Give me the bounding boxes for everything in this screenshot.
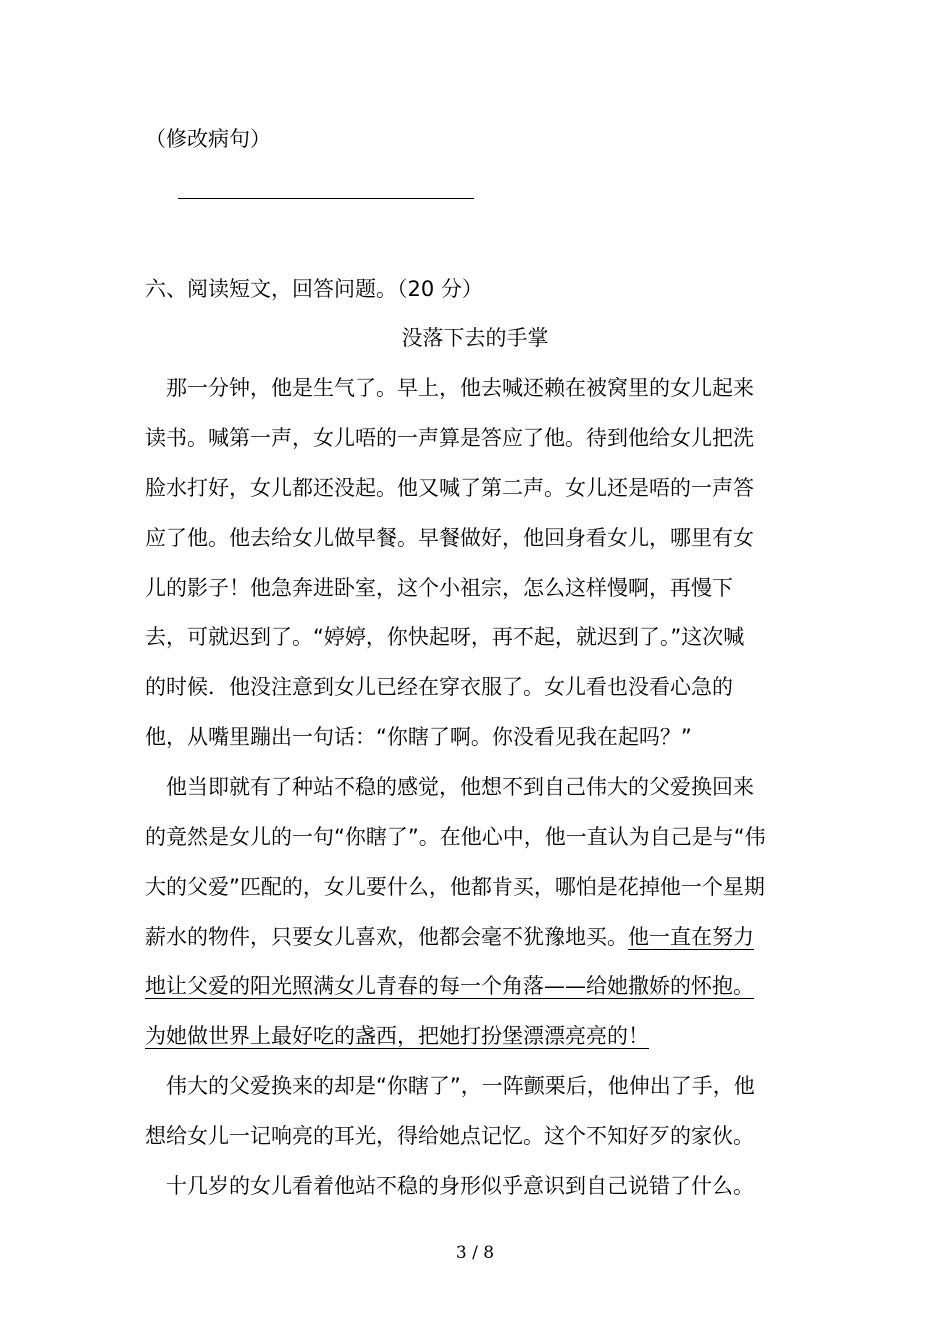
passage-line: 应了他。他去给女儿做早餐。早餐做好，他回身看女儿，哪里有女: [145, 526, 754, 550]
passage-line: 儿的影子！他急奔进卧室，这个小祖宗，怎么这样慢啊，再慢下: [145, 576, 733, 600]
revise-sentence-label: （修改病句）: [145, 127, 271, 151]
passage-line: [145, 922, 754, 952]
passage-title: 没落下去的手掌: [401, 326, 549, 350]
underlined-sentence: 他一直在努力: [628, 925, 754, 949]
passage-line: 的竟然是女儿的一句“你瞎了”。在他心中，他一直认为自己是与“伟: [145, 825, 766, 849]
section-heading: 六、阅读短文，回答问题。（20 分）: [145, 277, 483, 301]
underlined-sentence-line: 为她做世界上最好吃的盏西，把她打扮堡漂漂亮亮的！: [145, 1024, 649, 1048]
passage-line: 他，从嘴里蹦出一句话：“你瞎了啊。你没看见我在起吗？”: [145, 725, 692, 749]
passage-line: 读书。喊第一声，女儿唔的一声算是答应了他。待到他给女儿把洗: [145, 426, 754, 450]
passage-line: 的时候．他没注意到女儿已经在穿衣服了。女儿看也没看心急的: [145, 675, 733, 699]
answer-blank-line: [178, 198, 474, 199]
underlined-sentence-line: 地让父爱的阳光照满女儿青春的每一个角落——给她撒娇的怀抱。: [145, 974, 754, 998]
passage-line: 去，可就迟到了。“婷婷，你快起呀，再不起，就迟到了。”这次喊: [145, 625, 745, 649]
passage-line: 十几岁的女儿看着他站不稳的身形似乎意识到自己说错了什么。: [145, 1174, 754, 1198]
passage-line: 伟大的父爱换来的却是“你瞎了”，一阵颤栗后，他伸出了手，他: [145, 1074, 755, 1098]
passage-text: 薪水的物件，只要女儿喜欢，他都会毫不犹豫地买。: [145, 925, 628, 949]
passage-line: 大的父爱”匹配的，女儿要什么，他都肯买，哪怕是花掉他一个星期: [145, 875, 765, 899]
passage-line: 脸水打好，女儿都还没起。他又喊了第二声。女儿还是唔的一声答: [145, 476, 754, 500]
passage-line: 那一分钟，他是生气了。早上，他去喊还赖在被窝里的女儿起来: [145, 376, 754, 400]
page-number: 3 / 8: [455, 1243, 495, 1263]
passage-line: 他当即就有了种站不稳的感觉，他想不到自己伟大的父爱换回来: [145, 775, 754, 799]
passage-line: 想给女儿一记响亮的耳光，得给她点记忆。这个不知好歹的家伙。: [145, 1124, 754, 1148]
